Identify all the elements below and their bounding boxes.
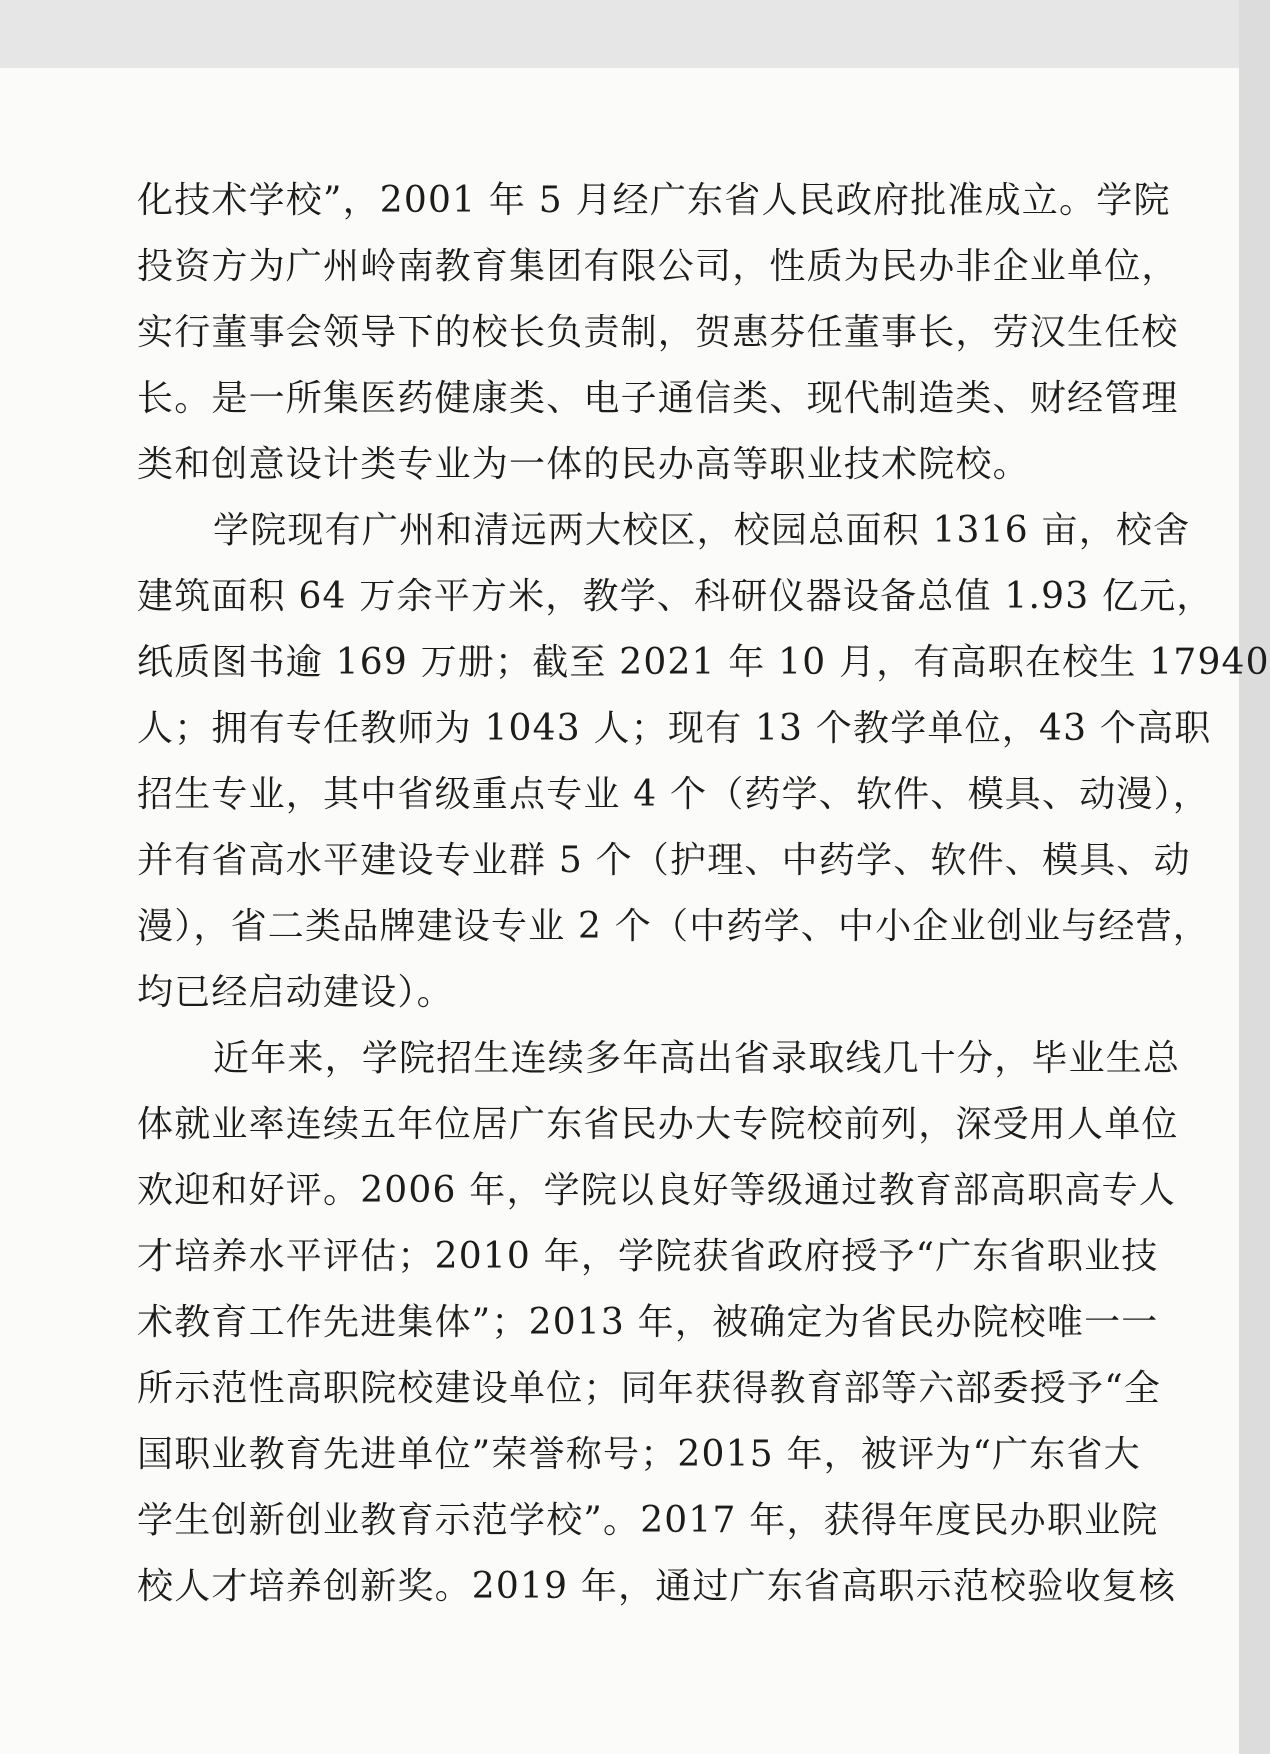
text-line: 欢迎和好评。2006 年，学院以良好等级通过教育部高职高专人 — [137, 1170, 1177, 1211]
text-line: 近年来，学院招生连续多年高出省录取线几十分，毕业生总 — [213, 1038, 1181, 1079]
text-line: 长。是一所集医药健康类、电子通信类、现代制造类、财经管理 — [137, 378, 1179, 419]
text-line: 学生创新创业教育示范学校”。2017 年，获得年度民办职业院 — [137, 1500, 1159, 1541]
text-line: 纸质图书逾 169 万册；截至 2021 年 10 月，有高职在校生 17940 — [137, 642, 1270, 683]
text-line: 术教育工作先进集体”；2013 年，被确定为省民办院校唯一一 — [137, 1302, 1159, 1343]
text-line: 所示范性高职院校建设单位；同年获得教育部等六部委授予“全 — [137, 1368, 1162, 1409]
text-line: 类和创意设计类专业为一体的民办高等职业技术院校。 — [137, 444, 1030, 485]
text-line: 人；拥有专任教师为 1043 人；现有 13 个教学单位，43 个高职 — [137, 708, 1212, 749]
text-line: 投资方为广州岭南教育集团有限公司，性质为民办非企业单位， — [137, 246, 1179, 287]
text-line: 学院现有广州和清远两大校区，校园总面积 1316 亩，校舍 — [213, 510, 1191, 551]
text-line: 化技术学校”，2001 年 5 月经广东省人民政府批准成立。学院 — [137, 180, 1171, 221]
text-line: 体就业率连续五年位居广东省民办大专院校前列，深受用人单位 — [137, 1104, 1179, 1145]
text-line: 建筑面积 64 万余平方米，教学、科研仪器设备总值 1.93 亿元， — [137, 576, 1214, 617]
text-line: 才培养水平评估；2010 年，学院获省政府授予“广东省职业技 — [137, 1236, 1159, 1277]
text-line: 招生专业，其中省级重点专业 4 个（药学、软件、模具、动漫）， — [137, 774, 1210, 815]
scan-top-margin — [0, 0, 1239, 68]
text-line: 国职业教育先进单位”荣誉称号；2015 年，被评为“广东省大 — [137, 1434, 1141, 1475]
text-line: 并有省高水平建设专业群 5 个（护理、中药学、软件、模具、动 — [137, 840, 1191, 881]
document-body — [137, 168, 1270, 1620]
paragraph-1 — [137, 168, 1179, 498]
text-line: 漫），省二类品牌建设专业 2 个（中药学、中小企业创业与经营， — [137, 906, 1210, 947]
text-line: 均已经启动建设）。 — [137, 972, 454, 1013]
text-line: 实行董事会领导下的校长负责制，贺惠芬任董事长，劳汉生任校 — [137, 312, 1179, 353]
text-line: 校人才培养创新奖。2019 年，通过广东省高职示范校验收复核 — [137, 1566, 1177, 1607]
paragraph-2 — [137, 498, 1270, 1026]
paragraph-3 — [137, 1026, 1181, 1620]
